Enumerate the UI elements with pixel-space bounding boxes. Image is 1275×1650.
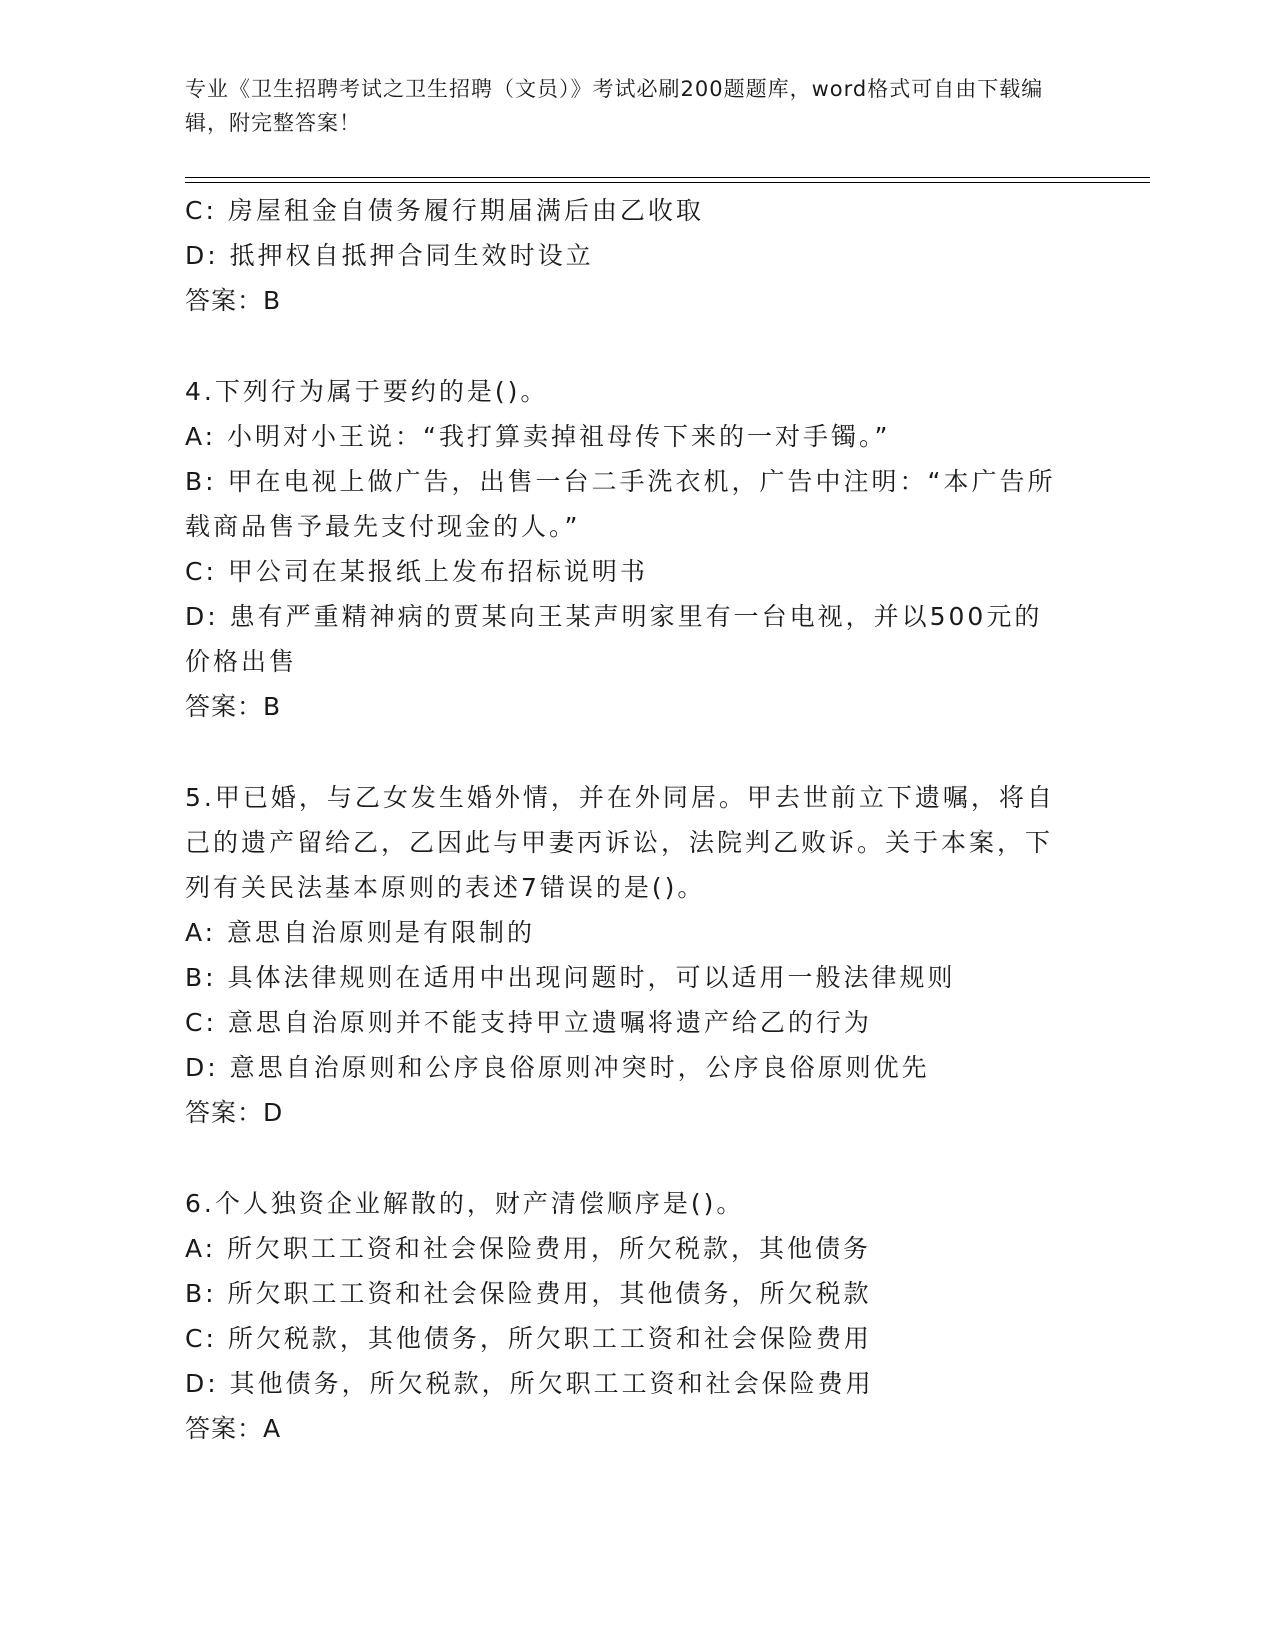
document-header: [185, 72, 1065, 140]
question-stem: 5.甲已婚，与乙女发生婚外情，并在外同居。甲去世前立下遗嘱，将自己的遗产留给乙，乙因此与甲妻丙诉讼，法院判乙败诉。关于本案，下列有关民法基本原则的表述7错误的是()。: [185, 783, 1055, 902]
option-a: A: 小明对小王说：“我打算卖掉祖母传下来的一对手镯。”: [185, 422, 891, 451]
answer: 答案：A: [185, 1414, 282, 1443]
answer: 答案：B: [185, 692, 282, 721]
option-c: C: 甲公司在某报纸上发布招标说明书: [185, 557, 648, 586]
answer: 答案：B: [185, 286, 282, 315]
option-c: C: 所欠税款，其他债务，所欠职工工资和社会保险费用: [185, 1324, 872, 1353]
question-stem: 4.下列行为属于要约的是()。: [185, 377, 549, 406]
option-a: A: 意思自治原则是有限制的: [185, 918, 536, 947]
option-b: B: 甲在电视上做广告，出售一台二手洗衣机，广告中注明：“本广告所载商品售予最先支付现金的人。”: [185, 467, 1056, 541]
option-d: D: 意思自治原则和公序良俗原则冲突时，公序良俗原则优先: [185, 1053, 930, 1082]
header-rule-top: [185, 177, 1150, 178]
option-a: A: 所欠职工工资和社会保险费用，所欠税款，其他债务: [185, 1234, 872, 1263]
header-rule-bottom: [185, 182, 1150, 183]
header-title: 专业《卫生招聘考试之卫生招聘（文员）》考试必刷200题题库，word格式可自由下载编辑，附完整答案！: [185, 77, 1044, 135]
document-body: [185, 188, 1065, 1451]
answer: 答案：D: [185, 1098, 284, 1127]
option-b: B: 所欠职工工资和社会保险费用，其他债务，所欠税款: [185, 1279, 872, 1308]
question-3-tail: [185, 188, 1065, 323]
question-stem: 6.个人独资企业解散的，财产清偿顺序是()。: [185, 1189, 745, 1218]
option-d: D: 抵押权自抵押合同生效时设立: [185, 241, 594, 270]
option-c: C: 意思自治原则并不能支持甲立遗嘱将遗产给乙的行为: [185, 1008, 872, 1037]
option-d: D: 其他债务，所欠税款，所欠职工工资和社会保险费用: [185, 1369, 874, 1398]
question-5: [185, 775, 1065, 1135]
option-d: D: 患有严重精神病的贾某向王某声明家里有一台电视，并以500元的价格出售: [185, 602, 1043, 676]
option-c: C: 房屋租金自债务履行期届满后由乙收取: [185, 196, 704, 225]
option-b: B: 具体法律规则在适用中出现问题时，可以适用一般法律规则: [185, 963, 956, 992]
question-6: [185, 1181, 1065, 1451]
question-4: [185, 369, 1065, 729]
